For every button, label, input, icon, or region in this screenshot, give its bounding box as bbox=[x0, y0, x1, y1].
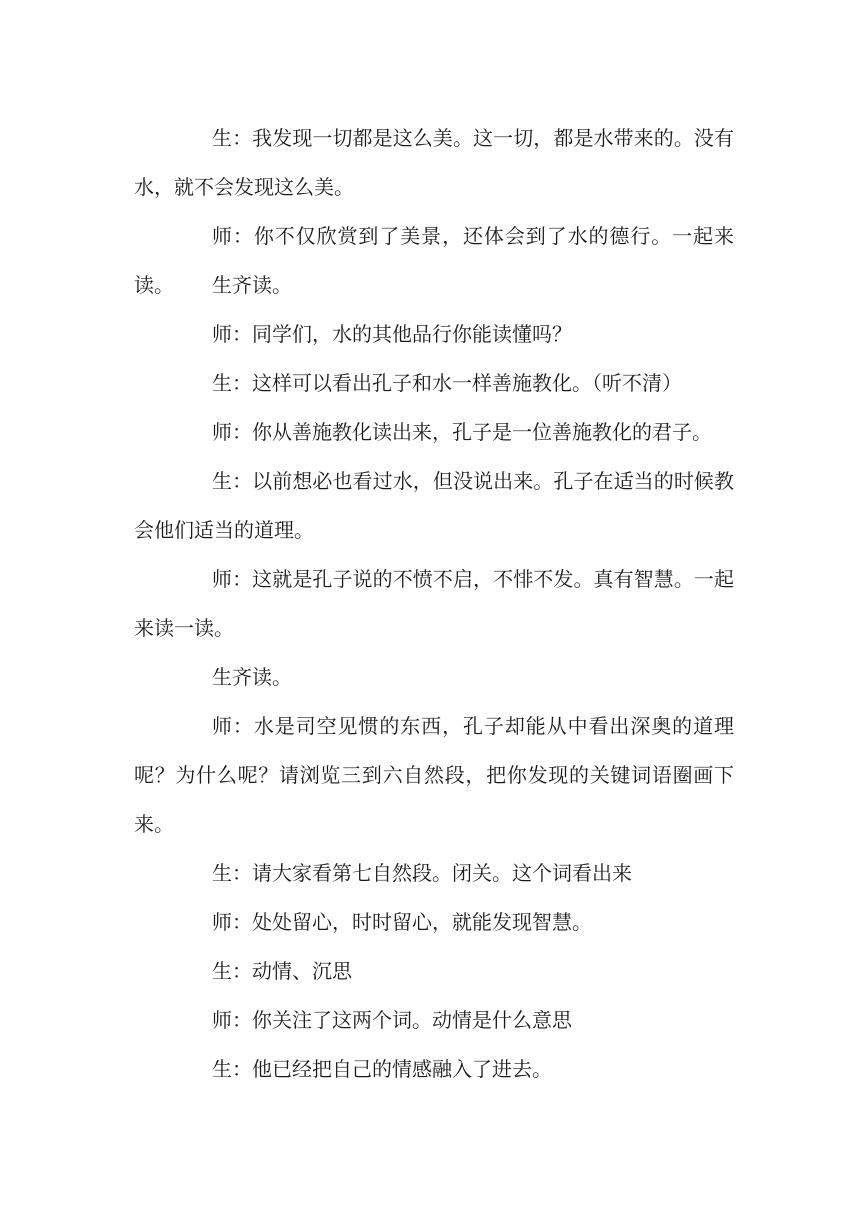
paragraph-1: 生：我发现一切都是这么美。这一切，都是水带来的。没有水，就不会发现这么美。 bbox=[134, 126, 734, 199]
paragraph-7: 生：以前想必也看过水，但没说出来。孔子在适当的时候教会他们适当的道理。 bbox=[134, 469, 734, 542]
paragraph-14: 师：你关注了这两个词。动情是什么意思 bbox=[212, 1008, 572, 1032]
paragraph-2: 师：你不仅欣赏到了美景，还体会到了水的德行。一起来读。 bbox=[134, 224, 734, 297]
paragraph-11: 生：请大家看第七自然段。闭关。这个词看出来 bbox=[212, 861, 632, 885]
paragraph-4: 师：同学们，水的其他品行你能读懂吗？ bbox=[212, 322, 572, 346]
paragraph-8: 师：这就是孔子说的不愤不启，不悱不发。真有智慧。一起来读一读。 bbox=[134, 567, 734, 640]
paragraph-10: 师：水是司空见惯的东西，孔子却能从中看出深奥的道理呢？为什么呢？请浏览三到六自然段，把你发现的关键词语圈画下来。 bbox=[134, 714, 734, 836]
paragraph-15: 生：他已经把自己的情感融入了进去。 bbox=[212, 1057, 552, 1081]
paragraph-12: 师：处处留心，时时留心，就能发现智慧。 bbox=[212, 910, 592, 934]
paragraph-9: 生齐读。 bbox=[212, 665, 292, 689]
paragraph-5: 生：这样可以看出孔子和水一样善施教化。（听不清） bbox=[212, 371, 682, 395]
paragraph-6: 师：你从善施教化读出来，孔子是一位善施教化的君子。 bbox=[212, 420, 712, 444]
paragraph-13: 生：动情、沉思 bbox=[212, 959, 352, 983]
paragraph-3: 生齐读。 bbox=[212, 273, 292, 297]
